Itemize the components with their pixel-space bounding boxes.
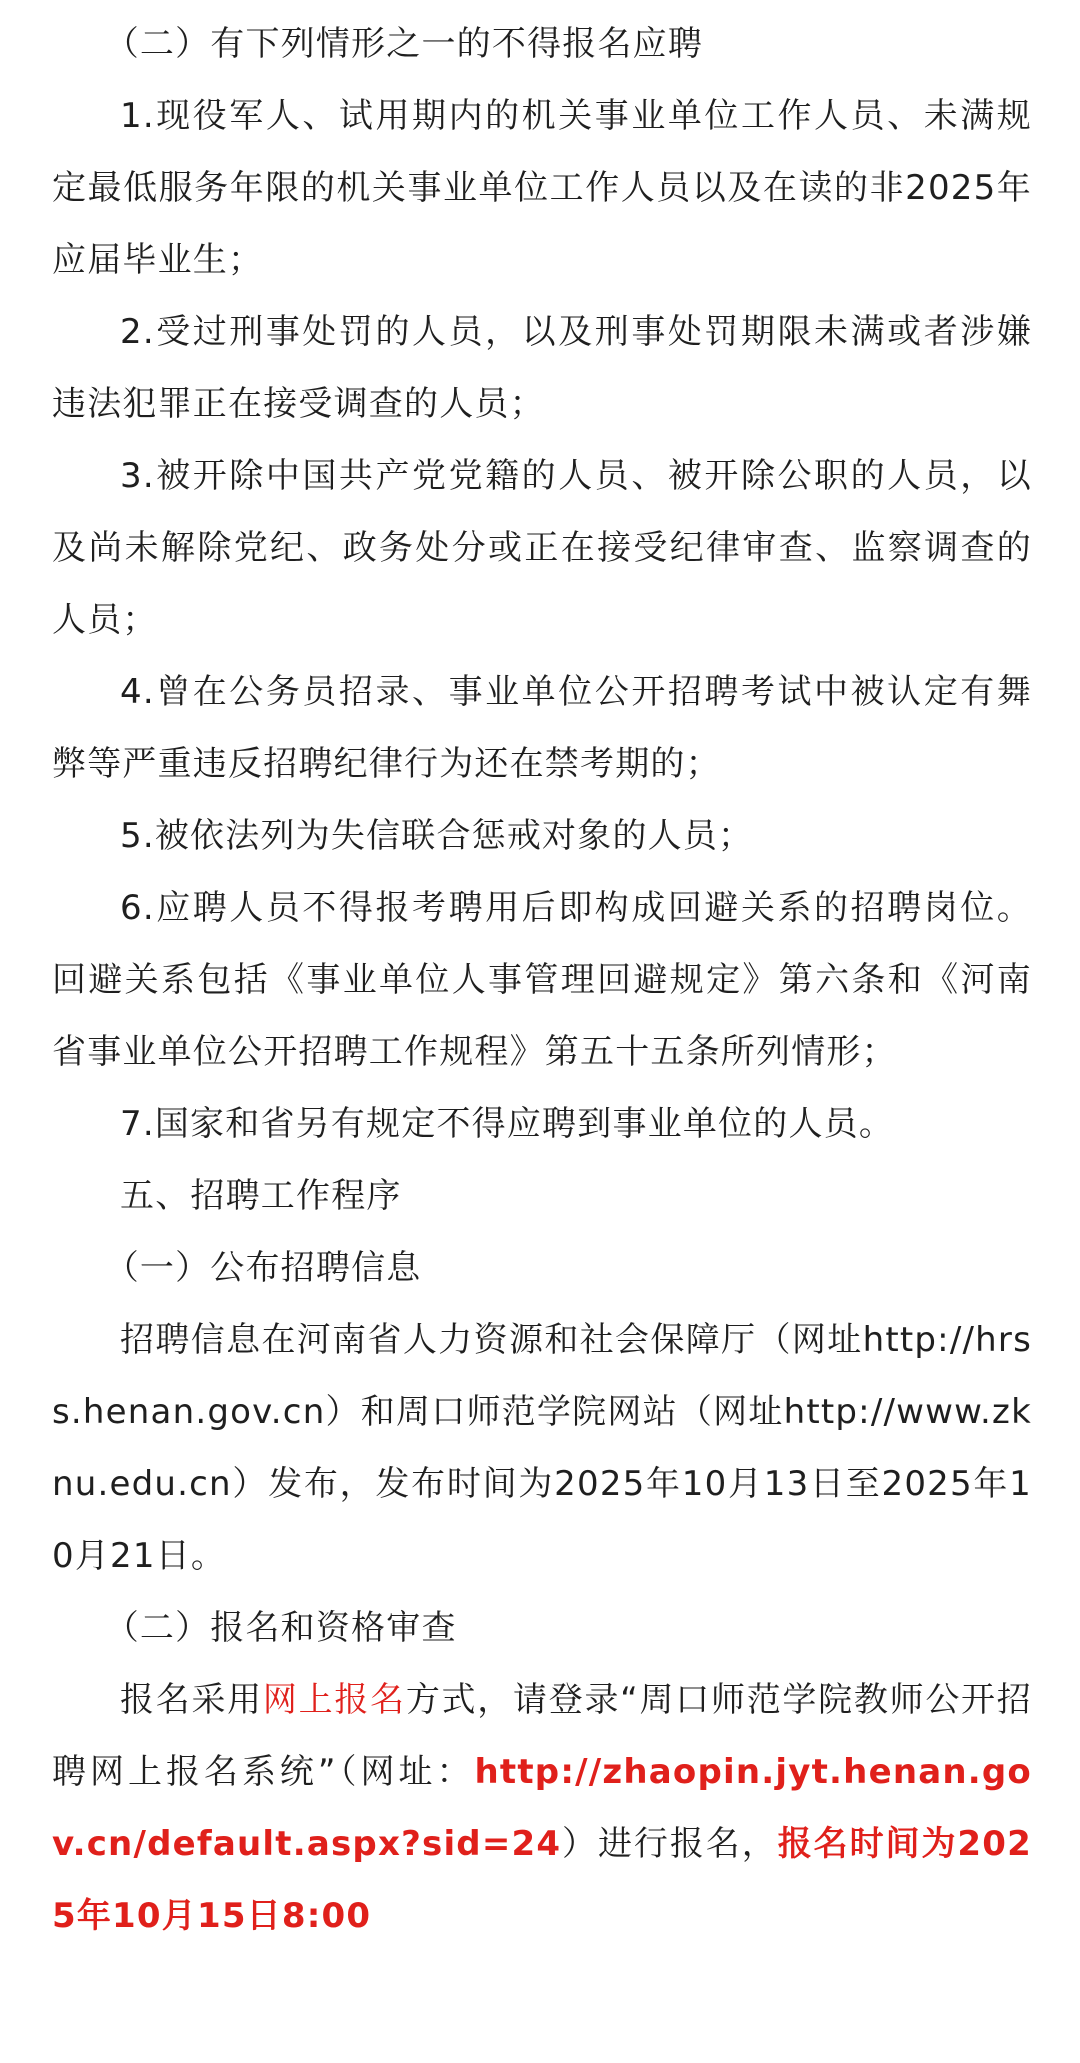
subsection-one-heading: （一）公布招聘信息: [104, 1248, 422, 1288]
registration-method: 网上报名: [262, 1680, 406, 1720]
registration-paragraph: [52, 1664, 1032, 1952]
registration-url-link[interactable]: http://zhaopin.jyt.henan.gov.cn/default.aspx?sid=24: [52, 1752, 1032, 1864]
registration-after-url: ）进行报名，: [561, 1824, 778, 1864]
list-item: 5.被依法列为失信联合惩戒对象的人员；: [120, 816, 754, 856]
list-item: 7.国家和省另有规定不得应聘到事业单位的人员。: [120, 1104, 895, 1144]
list-item: 3.被开除中国共产党党籍的人员、被开除公职的人员，以及尚未解除党纪、政务处分或正在接受纪律审查、监察调查的人员；: [52, 456, 1032, 640]
list-item: 1.现役军人、试用期内的机关事业单位工作人员、未满规定最低服务年限的机关事业单位工作人员以及在读的非2025年应届毕业生；: [52, 96, 1032, 280]
registration-intro: 报名采用: [120, 1680, 263, 1720]
list-item: 4.曾在公务员招录、事业单位公开招聘考试中被认定有舞弊等严重违反招聘纪律行为还在禁考期的；: [52, 672, 1032, 784]
subsection-two-heading: （二）报名和资格审查: [104, 1608, 457, 1648]
registration-mid: 方式，请登录: [405, 1680, 621, 1720]
list-item: 2.受过刑事处罚的人员，以及刑事处罚期限未满或者涉嫌违法犯罪正在接受调查的人员；: [52, 312, 1032, 424]
list-item: 6.应聘人员不得报考聘用后即构成回避关系的招聘岗位。回避关系包括《事业单位人事管理回避规定》第六条和《河南省事业单位公开招聘工作规程》第五十五条所列情形；: [52, 888, 1032, 1072]
publish-info-paragraph: 招聘信息在河南省人力资源和社会保障厅（网址http://hrss.henan.gov.cn）和周口师范学院网站（网址http://www.zknu.edu.cn）发布，发布时间为2025年10月13日至2025年10月21日。: [52, 1320, 1032, 1576]
registration-time: 报名时间为2025年10月15日8:00: [52, 1824, 1032, 1936]
section-two-heading: （二）有下列情形之一的不得报名应聘: [104, 24, 704, 64]
document-body: [52, 8, 1032, 1952]
section-five-heading: 五、招聘工作程序: [120, 1176, 402, 1216]
registration-system-name: “周口师范学院教师公开招聘网上报名系统”（网址：: [52, 1680, 1032, 1792]
